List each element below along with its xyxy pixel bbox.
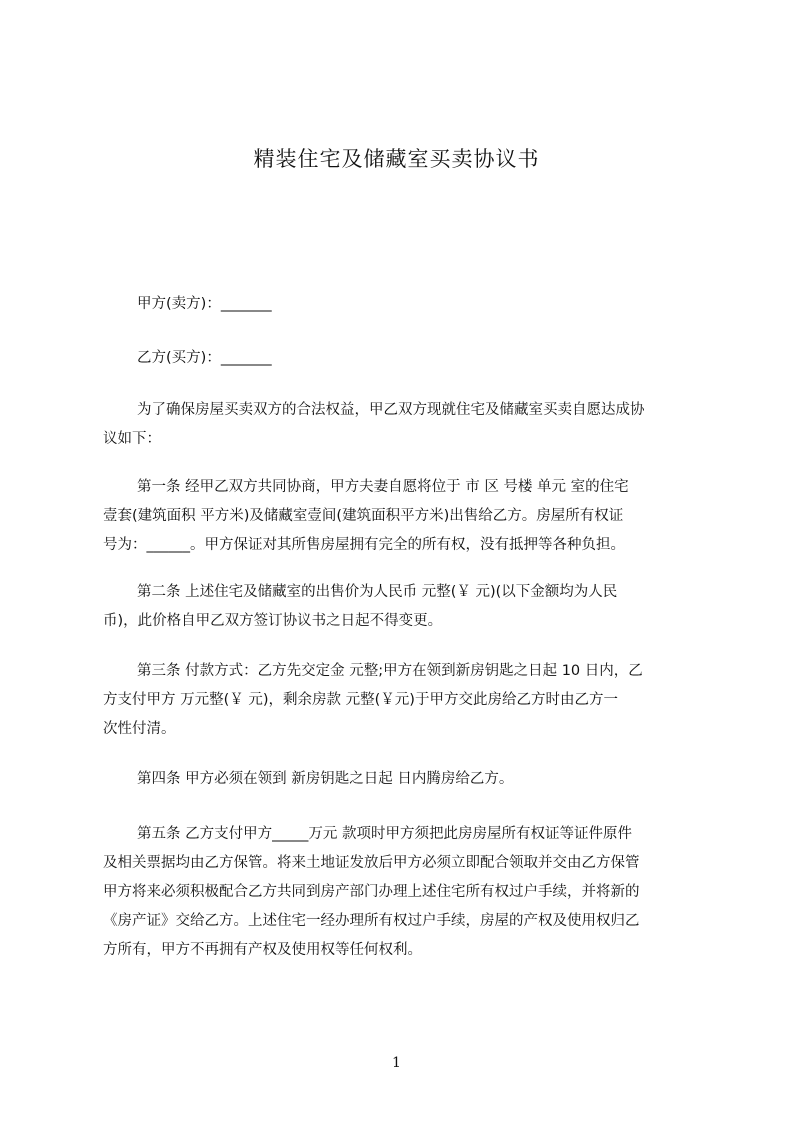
article-4-paragraph bbox=[103, 765, 701, 794]
article-1-line: 壹套(建筑面积 平方米)及储藏室壹间(建筑面积平方米)出售给乙方。房屋所有权证 bbox=[103, 508, 624, 524]
article-1-paragraph bbox=[103, 473, 701, 560]
page-number: 1 bbox=[392, 1055, 401, 1071]
document-title: 精装住宅及储藏室买卖协议书 bbox=[253, 147, 540, 171]
article-5-line: 甲方将来必须积极配合乙方共同到房产部门办理上述住宅所有权过户手续，并将新的 bbox=[103, 884, 640, 900]
preamble-paragraph bbox=[103, 396, 701, 454]
article-1-line: 号为：______。甲方保证对其所售房屋拥有完全的所有权，没有抵押等各种负担。 bbox=[103, 537, 625, 553]
article-3-line: 次性付清。 bbox=[103, 721, 176, 737]
article-5-line: 第五条 乙方支付甲方_____万元 款项时甲方须把此房房屋所有权证等证件原件 bbox=[137, 826, 632, 842]
article-3-line: 第三条 付款方式：乙方先交定金 元整;甲方在领到新房钥匙之日起 10 日内，乙 bbox=[137, 663, 643, 679]
article-2-line: 第二条 上述住宅及储藏室的出售价为人民币 元整(￥ 元)(以下金额均为人民 bbox=[137, 584, 618, 600]
party-a-line: 甲方(卖方)：_______ bbox=[137, 296, 272, 312]
article-2-paragraph bbox=[103, 578, 701, 636]
preamble-line: 议如下： bbox=[103, 431, 161, 447]
article-2-line: 币)，此价格自甲乙双方签订协议书之日起不得变更。 bbox=[103, 613, 443, 629]
article-5-line: 《房产证》交给乙方。上述住宅一经办理所有权过户手续，房屋的产权及使用权归乙 bbox=[103, 913, 640, 929]
article-4-line: 第四条 甲方必须在领到 新房钥匙之日起 日内腾房给乙方。 bbox=[137, 771, 514, 787]
preamble-line: 为了确保房屋买卖双方的合法权益，甲乙双方现就住宅及储藏室买卖自愿达成协 bbox=[137, 402, 645, 418]
article-5-line: 方所有，甲方不再拥有产权及使用权等任何权利。 bbox=[103, 942, 422, 958]
article-3-paragraph bbox=[103, 657, 701, 744]
article-3-line: 方支付甲方 万元整(￥ 元)，剩余房款 元整(￥元)于甲方交此房给乙方时由乙方一 bbox=[103, 692, 618, 708]
article-5-paragraph bbox=[103, 820, 701, 965]
article-5-line: 及相关票据均由乙方保管。将来土地证发放后甲方必须立即配合领取并交由乙方保管 bbox=[103, 855, 640, 871]
party-b-line: 乙方(买方)：_______ bbox=[137, 350, 272, 366]
article-1-line: 第一条 经甲乙双方共同协商，甲方夫妻自愿将位于 市 区 号楼 单元 室的住宅 bbox=[137, 479, 629, 495]
